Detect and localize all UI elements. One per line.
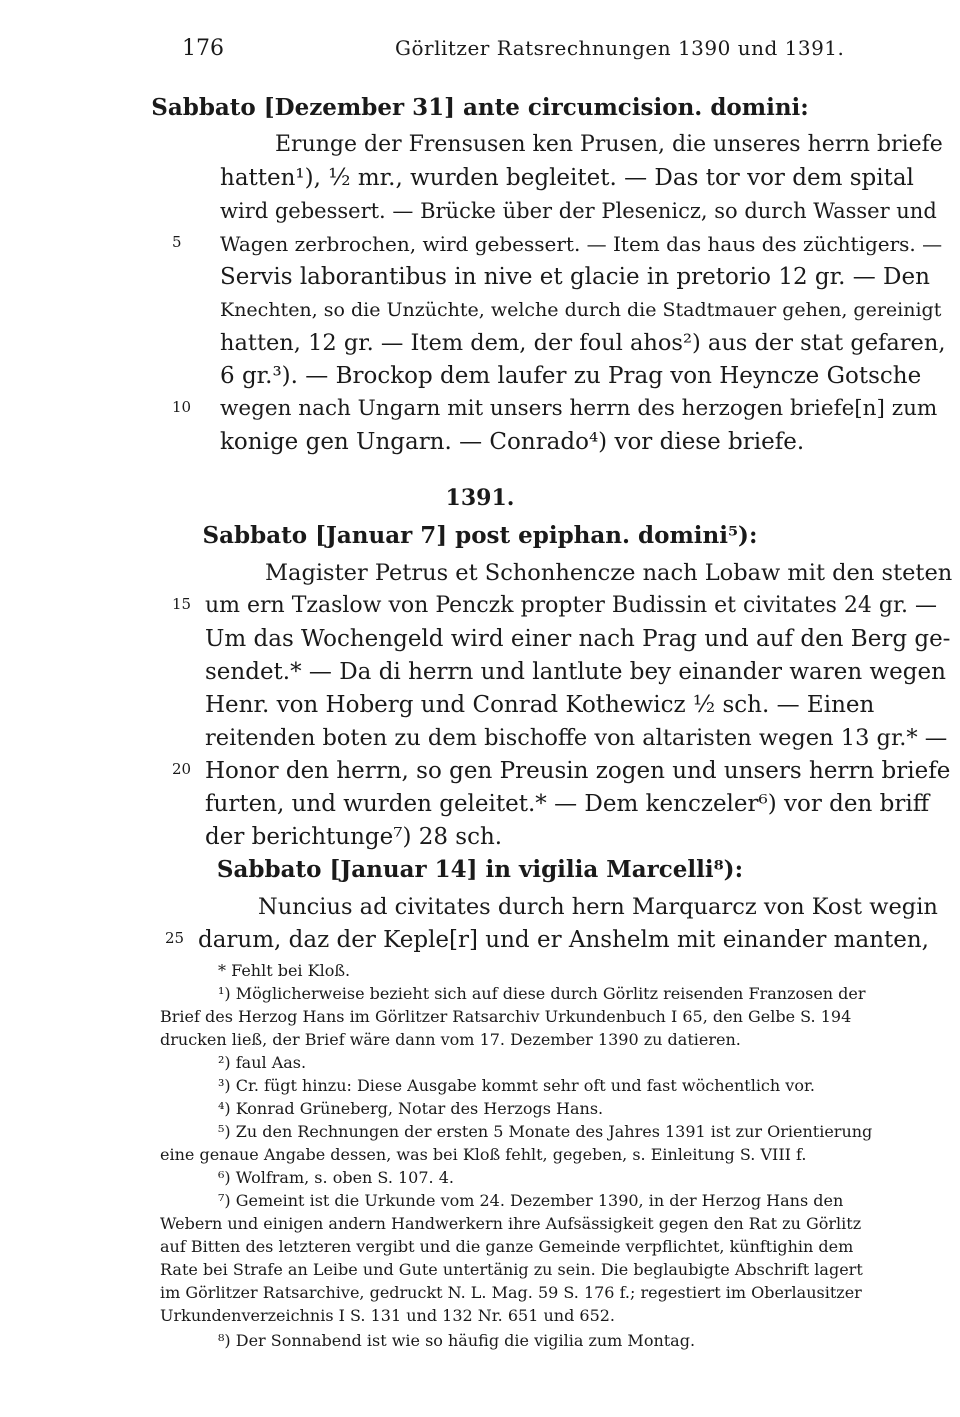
footnote-line [0, 1190, 960, 1212]
text-line [0, 723, 960, 755]
line-text: darum, daz der Keple[r] und er Anshelm mit einander manten, [198, 927, 929, 953]
line-text: Magister Petrus et Schonhencze nach Lobaw mit den steten [265, 560, 953, 586]
text-line [0, 163, 960, 195]
section-heading-jan-7: Sabbato [Januar 7] post epiphan. domini⁵): [202, 522, 758, 549]
line-text: Honor den herrn, so gen Preusin zogen und unsers herrn briefe [205, 758, 951, 784]
footnote-line [0, 1259, 960, 1281]
footnote-text: ⁸) Der Sonnabend ist wie so häufig die vigilia zum Montag. [218, 1331, 696, 1350]
text-line [0, 262, 960, 294]
line-text: Erunge der Frensusen ken Prusen, die unseres herrn briefe [275, 132, 943, 157]
footnote-line [0, 1213, 960, 1235]
line-text: Servis laborantibus in nive et glacie in pretorio 12 gr. — Den [220, 264, 930, 290]
footnote-line [0, 1052, 960, 1074]
footnote-text: drucken ließ, der Brief wäre dann vom 17. Dezember 1390 zu datieren. [160, 1030, 741, 1049]
line-text: 6 gr.³). — Brockop dem laufer zu Prag von Heyncze Gotsche [220, 363, 922, 389]
section-heading-dec-31: Sabbato [Dezember 31] ante circumcision. domini: [151, 94, 809, 121]
footnote-line [0, 1075, 960, 1097]
line-text: Knechten, so die Unzüchte, welche durch die Stadtmauer gehen, gereinigt [220, 299, 942, 321]
footnote-text: Brief des Herzog Hans im Görlitzer Ratsarchiv Urkundenbuch I 65, den Gelbe S. 194 [160, 1007, 852, 1026]
text-line [0, 361, 960, 393]
line-text: hatten¹), ½ mr., wurden begleitet. — Das tor vor dem spital [220, 165, 914, 191]
text-line [0, 591, 960, 623]
line-text: Wagen zerbrochen, wird gebessert. — Item das haus des züchtigers. — [220, 232, 943, 256]
line-text: wegen nach Ungarn mit unsers herrn des herzogen briefe[n] zum [220, 396, 938, 421]
footnote-text: im Görlitzer Ratsarchive, gedruckt N. L. Mag. 59 S. 176 f.; regestiert im Oberlausitzer [160, 1283, 862, 1302]
footnote-line [0, 1029, 960, 1051]
text-line [0, 328, 960, 360]
text-line [0, 789, 960, 821]
line-number: 25 [165, 929, 185, 947]
line-text: reitenden boten zu dem bischoffe von altaristen wegen 13 gr.* — [205, 725, 948, 751]
line-text: der berichtunge⁷) 28 sch. [205, 824, 503, 850]
page-number: 176 [182, 36, 224, 61]
line-text: sendet.* — Da di herrn und lantlute bey einander waren wegen [205, 659, 946, 685]
footnote-text: eine genaue Angabe dessen, was bei Kloß fehlt, gegeben, s. Einleitung S. VIII f. [160, 1145, 807, 1164]
text-line [0, 394, 960, 426]
line-text: konige gen Ungarn. — Conrado⁴) vor diese briefe. [220, 429, 805, 455]
footnote-text: ¹) Möglicherweise bezieht sich auf diese durch Görlitz reisenden Franzosen der [218, 984, 866, 1003]
text-line [0, 925, 960, 957]
footnote-text: ⁶) Wolfram, s. oben S. 107. 4. [218, 1168, 454, 1187]
footnote-text: ⁷) Gemeint ist die Urkunde vom 24. Dezember 1390, in der Herzog Hans den [218, 1191, 844, 1210]
section-heading-jan-14: Sabbato [Januar 14] in vigilia Marcelli⁸): [216, 856, 744, 883]
text-line [0, 229, 960, 261]
text-line [0, 427, 960, 459]
text-line [0, 196, 960, 228]
footnote-text: ²) faul Aas. [218, 1053, 307, 1072]
footnote-text: ³) Cr. fügt hinzu: Diese Ausgabe kommt sehr oft und fast wöchentlich vor. [218, 1076, 815, 1095]
text-line [0, 822, 960, 854]
footnote-line [0, 1305, 960, 1327]
footnote-line [0, 1121, 960, 1143]
running-title: Görlitzer Ratsrechnungen 1390 und 1391. [395, 36, 845, 60]
footnote-text: auf Bitten des letzteren vergibt und die ganze Gemeinde verpflichtet, künftighin dem [160, 1237, 854, 1256]
line-text: Um das Wochengeld wird einer nach Prag und auf den Berg ge- [205, 626, 951, 652]
line-number: 5 [172, 233, 182, 251]
year-heading: 1391. [445, 485, 515, 511]
text-line [0, 295, 960, 327]
text-line [0, 690, 960, 722]
footnote-text: Webern und einigen andern Handwerkern ihre Aufsässigkeit gegen den Rat zu Görlitz [160, 1214, 862, 1233]
footnote-line [0, 960, 960, 982]
line-text: Nuncius ad civitates durch hern Marquarcz von Kost wegin [258, 894, 938, 920]
text-line [0, 558, 960, 590]
text-line [0, 892, 960, 924]
footnote-line [0, 983, 960, 1005]
footnote-line [0, 1236, 960, 1258]
footnote-text: Rate bei Strafe an Leibe und Gute untertänig zu sein. Die beglaubigte Abschrift lagert [160, 1260, 863, 1279]
footnote-line [0, 1144, 960, 1166]
footnote-line [0, 1282, 960, 1304]
footnote-text: ⁵) Zu den Rechnungen der ersten 5 Monate des Jahres 1391 ist zur Orientierung [218, 1122, 873, 1141]
line-text: wird gebessert. — Brücke über der Plesenicz, so durch Wasser und [220, 199, 937, 223]
footnote-text: ⁴) Konrad Grüneberg, Notar des Herzogs Hans. [218, 1099, 604, 1118]
footnote-text: Urkundenverzeichnis I S. 131 und 132 Nr. 651 und 652. [160, 1306, 616, 1325]
text-line [0, 624, 960, 656]
line-text: hatten, 12 gr. — Item dem, der foul ahos²) aus der stat gefaren, [220, 330, 946, 356]
line-text: furten, und wurden geleitet.* — Dem kenczeler⁶) vor den briff [205, 791, 930, 817]
line-number: 20 [172, 760, 192, 778]
text-line [0, 756, 960, 788]
footnote-line [0, 1167, 960, 1189]
text-line [0, 657, 960, 689]
line-number: 10 [172, 398, 192, 416]
line-text: um ern Tzaslow von Penczk propter Budissin et civitates 24 gr. — [205, 593, 938, 618]
line-text: Henr. von Hoberg und Conrad Kothewicz ½ sch. — Einen [205, 692, 875, 718]
line-number: 15 [172, 595, 192, 613]
footnote-line [0, 1098, 960, 1120]
footnote-line [0, 1330, 960, 1352]
footnote-text: * Fehlt bei Kloß. [218, 961, 351, 980]
text-line [0, 130, 960, 162]
footnote-line [0, 1006, 960, 1028]
